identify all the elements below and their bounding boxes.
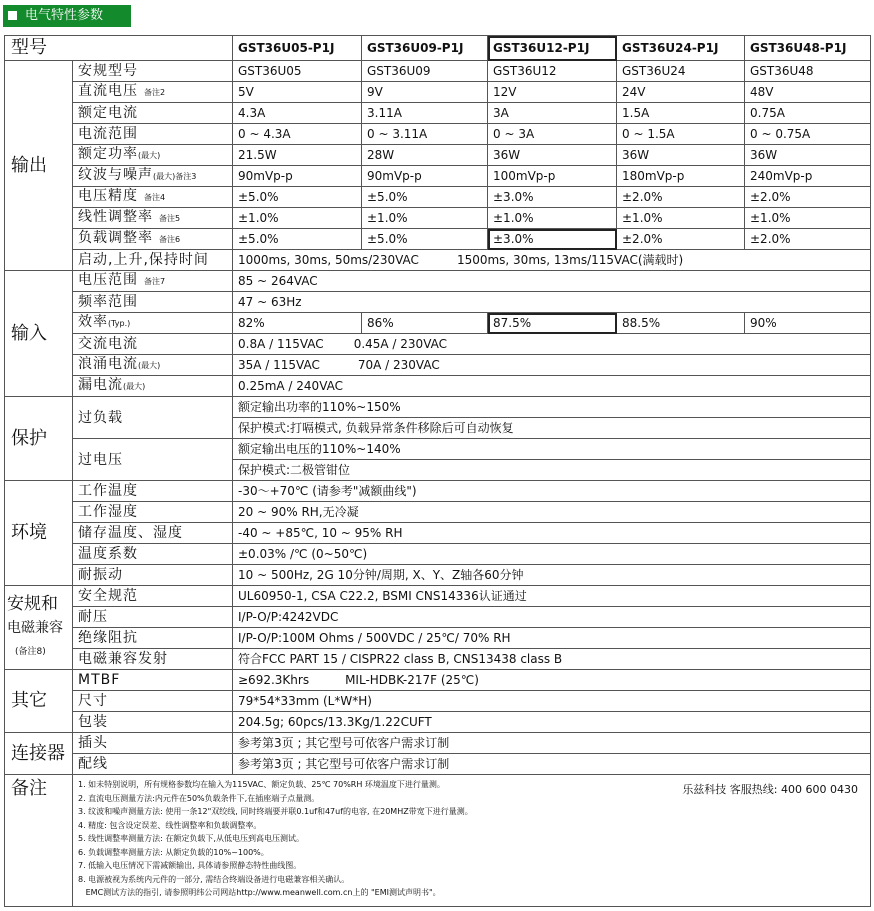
row-label: 配线 bbox=[73, 754, 233, 775]
cell: I/P-O/P:4242VDC bbox=[233, 607, 871, 628]
table-row bbox=[5, 607, 871, 628]
cell: GST36U12 bbox=[488, 61, 617, 82]
row-label: 工作湿度 bbox=[73, 502, 233, 523]
section-output: 输出 bbox=[5, 61, 73, 271]
table-row bbox=[5, 166, 871, 187]
cell: 参考第3页 ; 其它型号可依客户需求订制 bbox=[233, 733, 871, 754]
section-safety-emc: 安规和 电磁兼容 (备注8) bbox=[5, 586, 73, 670]
section-others: 其它 bbox=[5, 670, 73, 733]
remark-line: 1. 如未特别说明，所有规格参数均在输入为115VAC、额定负载、25℃ 70%RH 环境温度下进行量测。 bbox=[78, 780, 445, 789]
cell: ±1.0% bbox=[233, 208, 362, 229]
table-row bbox=[5, 544, 871, 565]
cell: 1000ms, 30ms, 50ms/230VAC 1500ms, 30ms, 13ms/115VAC(满载时) bbox=[233, 250, 871, 271]
row-label: 直流电压 备注2 bbox=[73, 82, 233, 103]
table-row bbox=[5, 775, 871, 907]
row-label: 绝缘阻抗 bbox=[73, 628, 233, 649]
row-label: MTBF bbox=[73, 670, 233, 691]
table-row bbox=[5, 292, 871, 313]
table-row bbox=[5, 313, 871, 334]
row-label: 启动,上升,保持时间 bbox=[73, 250, 233, 271]
table-row bbox=[5, 229, 871, 250]
cell: -30〜+70℃ (请参考"减额曲线") bbox=[233, 481, 871, 502]
cell: 82% bbox=[233, 313, 362, 334]
row-label: 电磁兼容发射 bbox=[73, 649, 233, 670]
table-row bbox=[5, 397, 871, 418]
cell: GST36U09 bbox=[362, 61, 488, 82]
cell: ±1.0% bbox=[362, 208, 488, 229]
cell: 47 ~ 63Hz bbox=[233, 292, 871, 313]
table-row bbox=[5, 628, 871, 649]
section-header bbox=[3, 5, 131, 27]
cell: ±5.0% bbox=[362, 229, 488, 250]
table-row bbox=[5, 523, 871, 544]
table-row bbox=[5, 691, 871, 712]
row-label: 漏电流(最大) bbox=[73, 376, 233, 397]
row-label: 过负载 bbox=[73, 397, 233, 439]
model-name: GST36U12-P1J bbox=[488, 36, 617, 61]
table-row bbox=[5, 565, 871, 586]
cell: 90mVp-p bbox=[362, 166, 488, 187]
cell: 100mVp-p bbox=[488, 166, 617, 187]
cell: I/P-O/P:100M Ohms / 500VDC / 25℃/ 70% RH bbox=[233, 628, 871, 649]
cell: 12V bbox=[488, 82, 617, 103]
table-row bbox=[5, 376, 871, 397]
cell: -40 ~ +85℃, 10 ~ 95% RH bbox=[233, 523, 871, 544]
cell: 符合FCC PART 15 / CISPR22 class B, CNS13438 class B bbox=[233, 649, 871, 670]
remark-line: EMC测试方法的指引, 请参照明纬公司网站http://www.meanwell.com.cn上的 "EMI测试声明书"。 bbox=[78, 888, 441, 897]
cell: ±5.0% bbox=[362, 187, 488, 208]
row-label: 线性调整率 备注5 bbox=[73, 208, 233, 229]
cell: 24V bbox=[617, 82, 745, 103]
remark-line: 8. 电源被视为系统内元件的一部分, 需结合终端设备进行电磁兼容相关确认。 bbox=[78, 874, 350, 884]
section-header-title: 电气特性参数 bbox=[25, 8, 104, 23]
cell: 3.11A bbox=[362, 103, 488, 124]
row-label: 储存温度、湿度 bbox=[73, 523, 233, 544]
table-row bbox=[5, 733, 871, 754]
cell: 9V bbox=[362, 82, 488, 103]
cell: GST36U24 bbox=[617, 61, 745, 82]
cell: ±1.0% bbox=[745, 208, 871, 229]
cell: 36W bbox=[488, 145, 617, 166]
cell: UL60950-1, CSA C22.2, BSMI CNS14336认证通过 bbox=[233, 586, 871, 607]
cell: 0 ~ 4.3A bbox=[233, 124, 362, 145]
remarks-list bbox=[73, 775, 871, 907]
row-label: 温度系数 bbox=[73, 544, 233, 565]
row-label: 电流范围 bbox=[73, 124, 233, 145]
section-remarks: 备注 bbox=[5, 775, 73, 907]
cell: 0 ~ 3A bbox=[488, 124, 617, 145]
section-environment: 环境 bbox=[5, 481, 73, 586]
service-hotline: 乐兹科技 客服热线: 400 600 0430 bbox=[682, 783, 858, 796]
table-row bbox=[5, 502, 871, 523]
table-row bbox=[5, 754, 871, 775]
cell: 90mVp-p bbox=[233, 166, 362, 187]
row-label: 安规型号 bbox=[73, 61, 233, 82]
remark-line: 3. 纹波和噪声测量方法: 使用一条12"双绞线, 同时终端要并联0.1uf和47uf的电容, 在20MHZ带宽下进行量测。 bbox=[78, 807, 473, 816]
remark-line: 4. 精度: 包含设定误差、线性调整率和负载调整率。 bbox=[78, 820, 262, 830]
row-label: 工作温度 bbox=[73, 481, 233, 502]
cell: GST36U48 bbox=[745, 61, 871, 82]
cell: 28W bbox=[362, 145, 488, 166]
cell: 36W bbox=[617, 145, 745, 166]
cell: ±3.0% bbox=[488, 229, 617, 250]
row-label: 插头 bbox=[73, 733, 233, 754]
table-row bbox=[5, 82, 871, 103]
cell: ±2.0% bbox=[617, 187, 745, 208]
cell: 180mVp-p bbox=[617, 166, 745, 187]
model-name: GST36U09-P1J bbox=[362, 36, 488, 61]
cell: 0 ~ 0.75A bbox=[745, 124, 871, 145]
remark-line: 7. 低输入电压情况下需减额输出, 具体请参照静态特性曲线图。 bbox=[78, 861, 302, 870]
row-label: 过电压 bbox=[73, 439, 233, 481]
cell: ±2.0% bbox=[745, 187, 871, 208]
cell: ≥692.3Khrs MIL-HDBK-217F (25℃) bbox=[233, 670, 871, 691]
cell: 1.5A bbox=[617, 103, 745, 124]
remark-line: 2. 直流电压测量方法:内元件在50%负载条件下,在插座端子点量测。 bbox=[78, 793, 320, 803]
row-label: 耐振动 bbox=[73, 565, 233, 586]
cell: 额定输出电压的110%~140% bbox=[233, 439, 871, 460]
table-row bbox=[5, 145, 871, 166]
model-row bbox=[5, 36, 871, 61]
cell: 0 ~ 3.11A bbox=[362, 124, 488, 145]
cell: GST36U05 bbox=[233, 61, 362, 82]
table-row bbox=[5, 250, 871, 271]
cell: ±0.03% /℃ (0~50℃) bbox=[233, 544, 871, 565]
cell: 10 ~ 500Hz, 2G 10分钟/周期, X、Y、Z轴各60分钟 bbox=[233, 565, 871, 586]
cell: 额定输出功率的110%~150% bbox=[233, 397, 871, 418]
table-row bbox=[5, 271, 871, 292]
row-label: 耐压 bbox=[73, 607, 233, 628]
cell: 90% bbox=[745, 313, 871, 334]
section-input: 输入 bbox=[5, 271, 73, 397]
model-label: 型号 bbox=[5, 36, 233, 61]
cell: 36W bbox=[745, 145, 871, 166]
row-label: 交流电流 bbox=[73, 334, 233, 355]
model-name: GST36U24-P1J bbox=[617, 36, 745, 61]
spec-table bbox=[4, 35, 871, 907]
cell: 20 ~ 90% RH,无冷凝 bbox=[233, 502, 871, 523]
table-row bbox=[5, 208, 871, 229]
table-row bbox=[5, 586, 871, 607]
cell: 21.5W bbox=[233, 145, 362, 166]
cell: 0.8A / 115VAC 0.45A / 230VAC bbox=[233, 334, 871, 355]
cell: 87.5% bbox=[488, 313, 617, 334]
remark-line: 6. 负载调整率测量方法: 从额定负载的10%~100%。 bbox=[78, 847, 269, 857]
cell: 保护模式:打嗝模式, 负载异常条件移除后可自动恢复 bbox=[233, 418, 871, 439]
row-label: 尺寸 bbox=[73, 691, 233, 712]
cell: ±1.0% bbox=[488, 208, 617, 229]
cell: ±1.0% bbox=[617, 208, 745, 229]
cell: 0 ~ 1.5A bbox=[617, 124, 745, 145]
cell: 88.5% bbox=[617, 313, 745, 334]
cell: 86% bbox=[362, 313, 488, 334]
section-protection: 保护 bbox=[5, 397, 73, 481]
model-name: GST36U48-P1J bbox=[745, 36, 871, 61]
remark-line: 5. 线性调整率测量方法: 在额定负载下,从低电压到高电压测试。 bbox=[78, 834, 304, 843]
cell: 0.25mA / 240VAC bbox=[233, 376, 871, 397]
cell: 0.75A bbox=[745, 103, 871, 124]
row-label: 额定电流 bbox=[73, 103, 233, 124]
table-row bbox=[5, 439, 871, 460]
row-label: 效率(Typ.) bbox=[73, 313, 233, 334]
table-row bbox=[5, 187, 871, 208]
table-row bbox=[5, 649, 871, 670]
row-label: 电压范围 备注7 bbox=[73, 271, 233, 292]
row-label: 额定功率(最大) bbox=[73, 145, 233, 166]
cell: 参考第3页 ; 其它型号可依客户需求订制 bbox=[233, 754, 871, 775]
table-row bbox=[5, 124, 871, 145]
table-row bbox=[5, 61, 871, 82]
cell: ±3.0% bbox=[488, 187, 617, 208]
row-label: 浪涌电流(最大) bbox=[73, 355, 233, 376]
section-connector: 连接器 bbox=[5, 733, 73, 775]
cell: 48V bbox=[745, 82, 871, 103]
row-label: 电压精度 备注4 bbox=[73, 187, 233, 208]
cell: 79*54*33mm (L*W*H) bbox=[233, 691, 871, 712]
table-row bbox=[5, 481, 871, 502]
cell: ±2.0% bbox=[745, 229, 871, 250]
table-row bbox=[5, 670, 871, 691]
cell: 4.3A bbox=[233, 103, 362, 124]
table-row bbox=[5, 712, 871, 733]
cell: ±5.0% bbox=[233, 229, 362, 250]
row-label: 频率范围 bbox=[73, 292, 233, 313]
cell: ±5.0% bbox=[233, 187, 362, 208]
cell: ±2.0% bbox=[617, 229, 745, 250]
cell: 204.5g; 60pcs/13.3Kg/1.22CUFT bbox=[233, 712, 871, 733]
square-icon bbox=[8, 11, 17, 20]
cell: 35A / 115VAC 70A / 230VAC bbox=[233, 355, 871, 376]
cell: 85 ~ 264VAC bbox=[233, 271, 871, 292]
table-row bbox=[5, 334, 871, 355]
cell: 240mVp-p bbox=[745, 166, 871, 187]
cell: 保护模式:二极管钳位 bbox=[233, 460, 871, 481]
row-label: 安全规范 bbox=[73, 586, 233, 607]
row-label: 包装 bbox=[73, 712, 233, 733]
row-label: 负载调整率 备注6 bbox=[73, 229, 233, 250]
cell: 3A bbox=[488, 103, 617, 124]
cell: 5V bbox=[233, 82, 362, 103]
model-name: GST36U05-P1J bbox=[233, 36, 362, 61]
table-row bbox=[5, 355, 871, 376]
row-label: 纹波与噪声(最大)备注3 bbox=[73, 166, 233, 187]
table-row bbox=[5, 103, 871, 124]
